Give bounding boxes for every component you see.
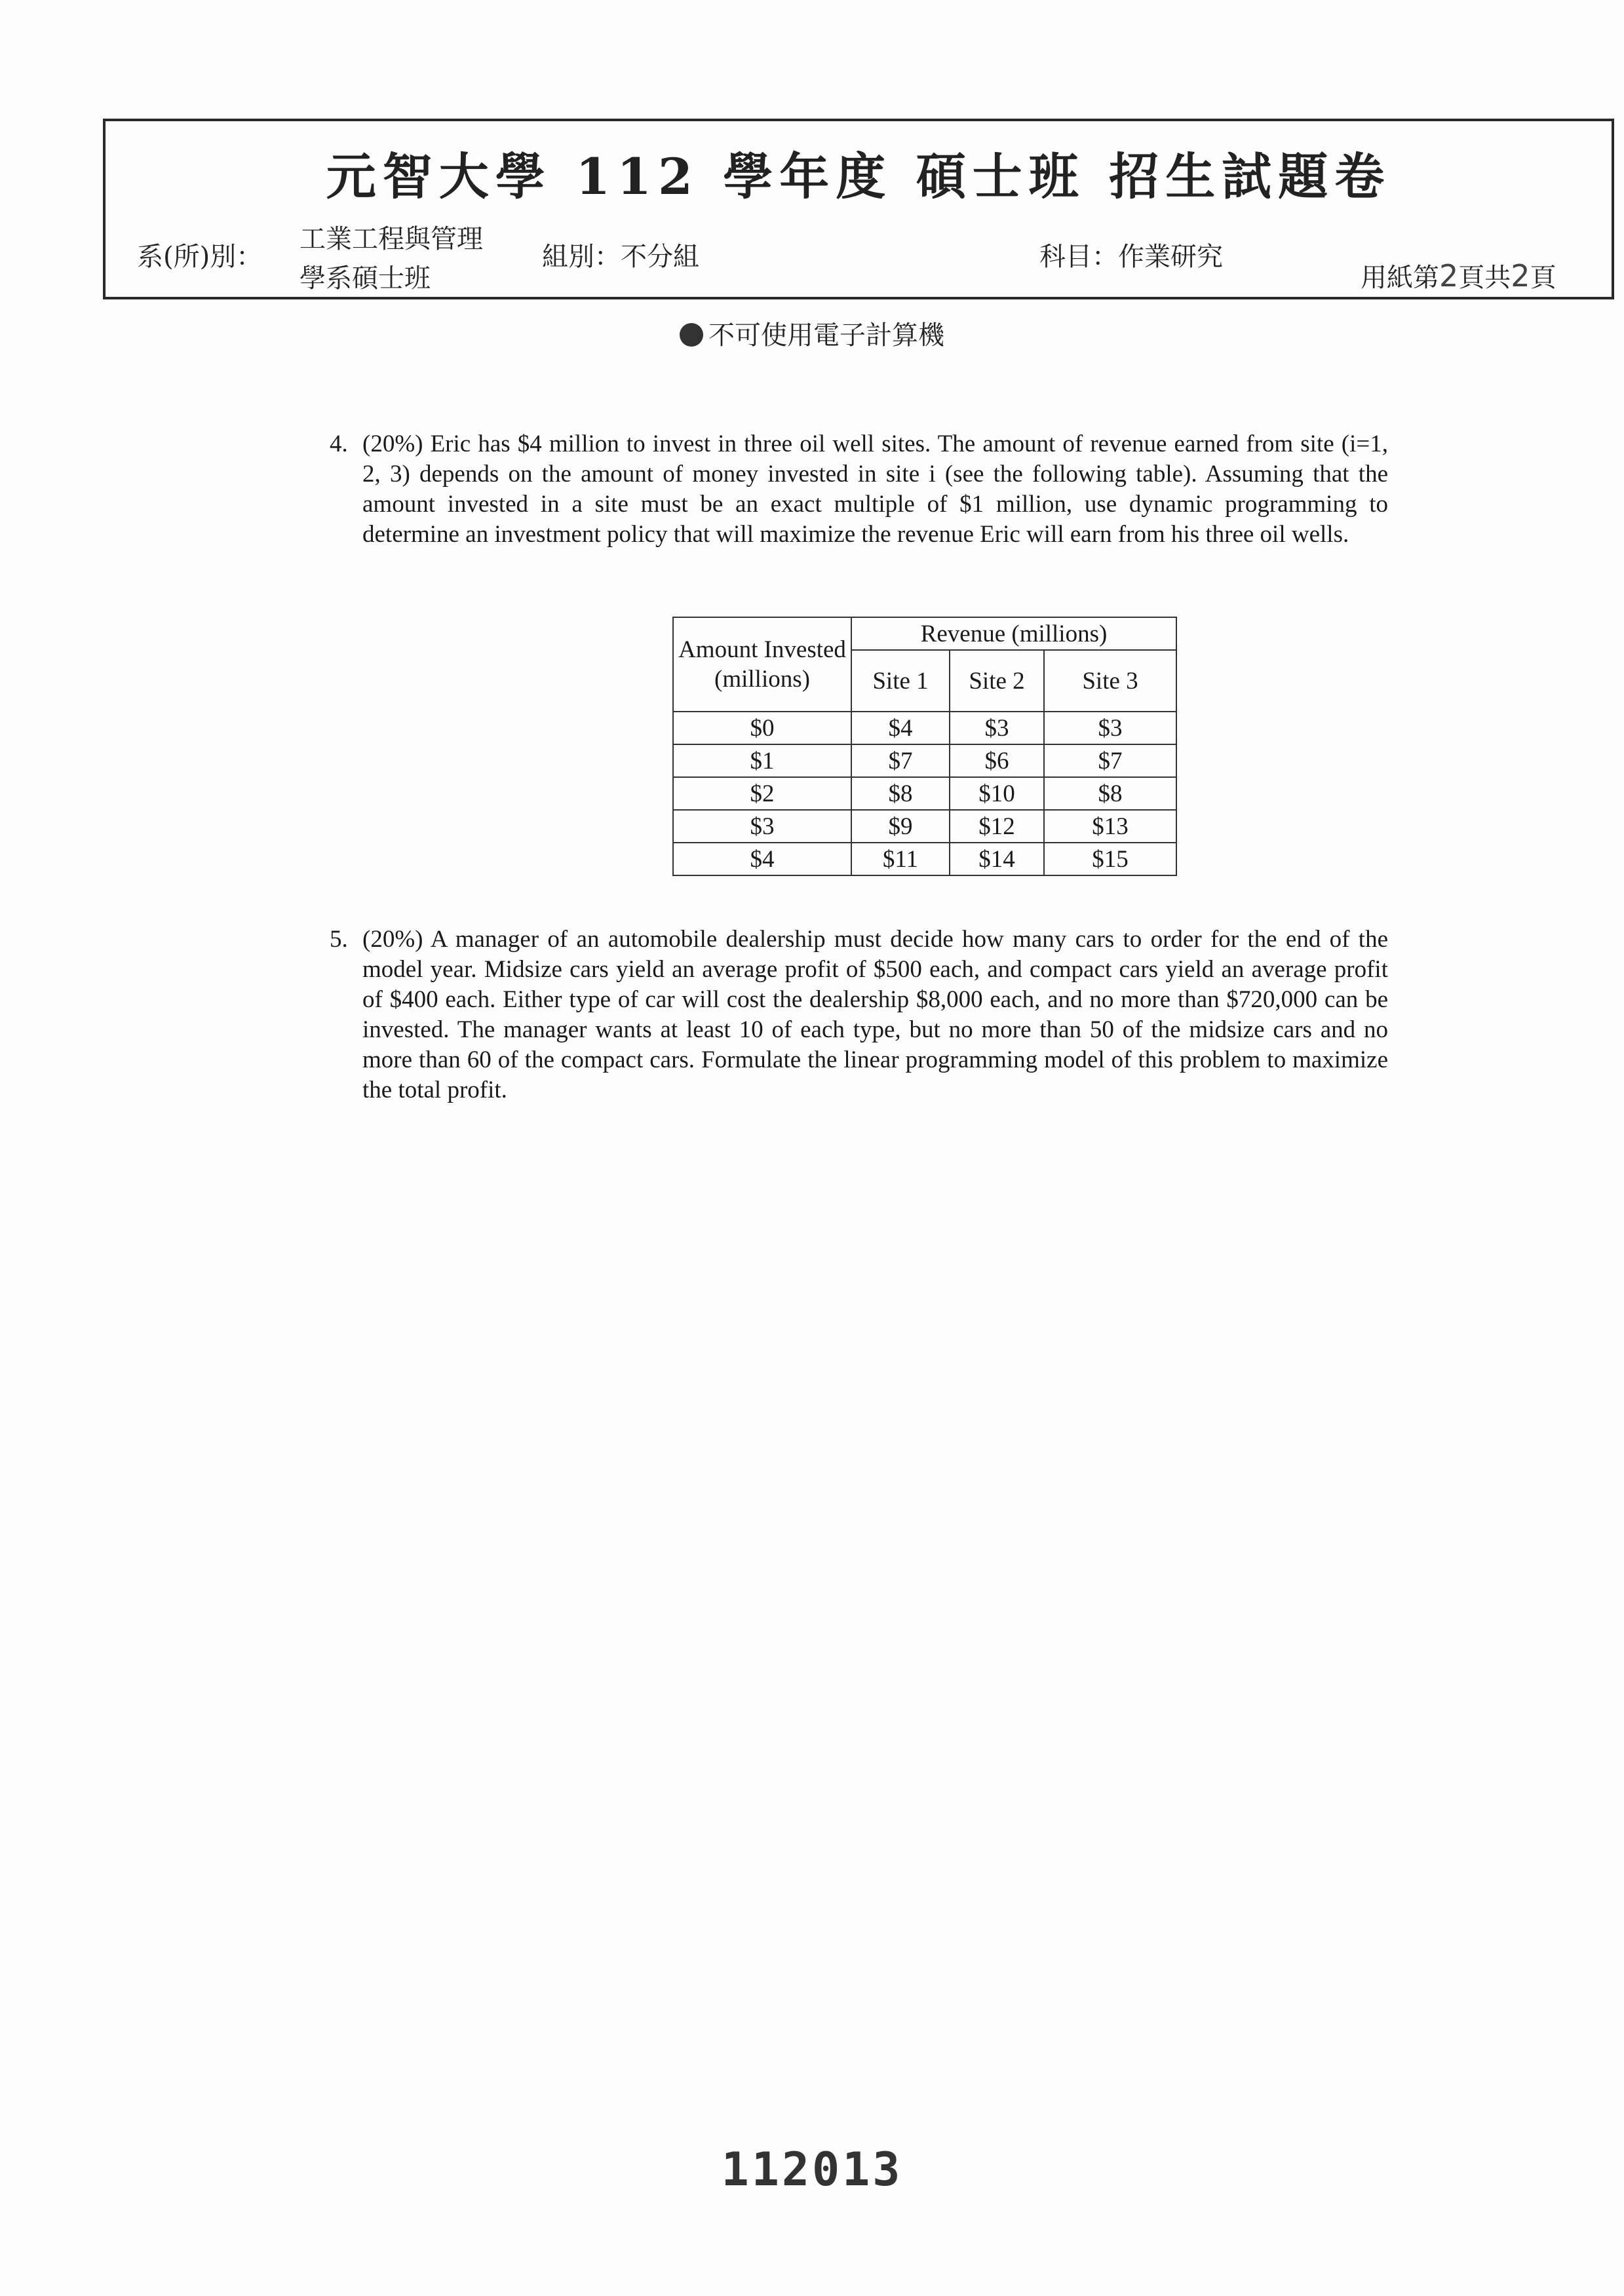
question-4 [330, 429, 1388, 550]
amount-cell: $4 [673, 843, 851, 875]
page-suffix: 頁 [1530, 263, 1556, 293]
table-row [673, 744, 1176, 777]
site-3-cell: $13 [1044, 810, 1176, 843]
site-1-cell: $9 [851, 810, 950, 843]
question-5-number: 5. [330, 926, 348, 953]
amount-cell: $0 [673, 712, 851, 744]
site-1-cell: $8 [851, 777, 950, 810]
site-3-header: Site 3 [1044, 650, 1176, 712]
site-3-cell: $3 [1044, 712, 1176, 744]
site-3-cell: $15 [1044, 843, 1176, 875]
exam-code: 112013 [721, 2143, 903, 2196]
amount-cell: $2 [673, 777, 851, 810]
table-row [673, 712, 1176, 744]
revenue-table [672, 617, 1177, 876]
exam-title: 元智大學 112 學年度 碩士班 招生試題卷 [326, 147, 1391, 206]
site-1-cell: $7 [851, 744, 950, 777]
subject-field: 科目：作業研究 [1039, 242, 1223, 272]
table-row [673, 810, 1176, 843]
question-4-text: (20%) Eric has $4 million to invest in three oil well sites. The amount of revenue earned from site (i=1, 2, 3) depends on the amount of money invested in site i (see the following table). Assuming that the amount invested in a site must be an exact multiple of $1 million, use dynamic programming to determine an investment policy that will maximize the revenue Eric will earn from his three oil wells. [362, 430, 1388, 548]
question-4-number: 4. [330, 430, 348, 457]
department-label: 系(所)別： [137, 242, 263, 272]
page-mid: 頁共 [1458, 263, 1511, 293]
site-2-cell: $3 [950, 712, 1044, 744]
revenue-header: Revenue (millions) [851, 617, 1176, 650]
site-1-cell: $4 [851, 712, 950, 744]
site-2-cell: $14 [950, 843, 1044, 875]
department-line-2: 學系碩士班 [300, 263, 431, 294]
calculator-notice [0, 315, 1624, 352]
amount-cell: $3 [673, 810, 851, 843]
page-total: 2 [1511, 258, 1530, 294]
site-2-cell: $12 [950, 810, 1044, 843]
group-field: 組別：不分組 [542, 242, 699, 272]
site-3-cell: $8 [1044, 777, 1176, 810]
site-1-cell: $11 [851, 843, 950, 875]
department-value [300, 220, 483, 298]
notice-text: 不可使用電子計算機 [708, 320, 944, 351]
bullet-dot-icon [680, 323, 703, 347]
table-header-row [673, 617, 1176, 650]
question-5 [330, 925, 1388, 1105]
question-5-text: (20%) A manager of an automobile dealership must decide how many cars to order for the end of the model year. Midsize cars yield an average profit of $500 each, and compact cars yield an average profit of $400 each. Either type of car will cost the dealership $8,000 each, and no more than $720,000 can be invested. The manager wants at least 10 of each type, but no more than 50 of the midsize cars and no more than 60 of the compact cars. Formulate the linear programming model of this problem to maximize the total profit. [362, 926, 1388, 1103]
table-row [673, 843, 1176, 875]
site-2-header: Site 2 [950, 650, 1044, 712]
exam-header [103, 119, 1614, 299]
page-count [1361, 257, 1556, 294]
page-prefix: 用紙第 [1361, 263, 1439, 293]
site-1-header: Site 1 [851, 650, 950, 712]
page-number: 2 [1439, 258, 1459, 294]
site-2-cell: $6 [950, 744, 1044, 777]
amount-invested-header: Amount Invested (millions) [673, 617, 851, 712]
site-3-cell: $7 [1044, 744, 1176, 777]
amount-cell: $1 [673, 744, 851, 777]
site-2-cell: $10 [950, 777, 1044, 810]
table-row [673, 777, 1176, 810]
department-line-1: 工業工程與管理 [300, 224, 483, 254]
